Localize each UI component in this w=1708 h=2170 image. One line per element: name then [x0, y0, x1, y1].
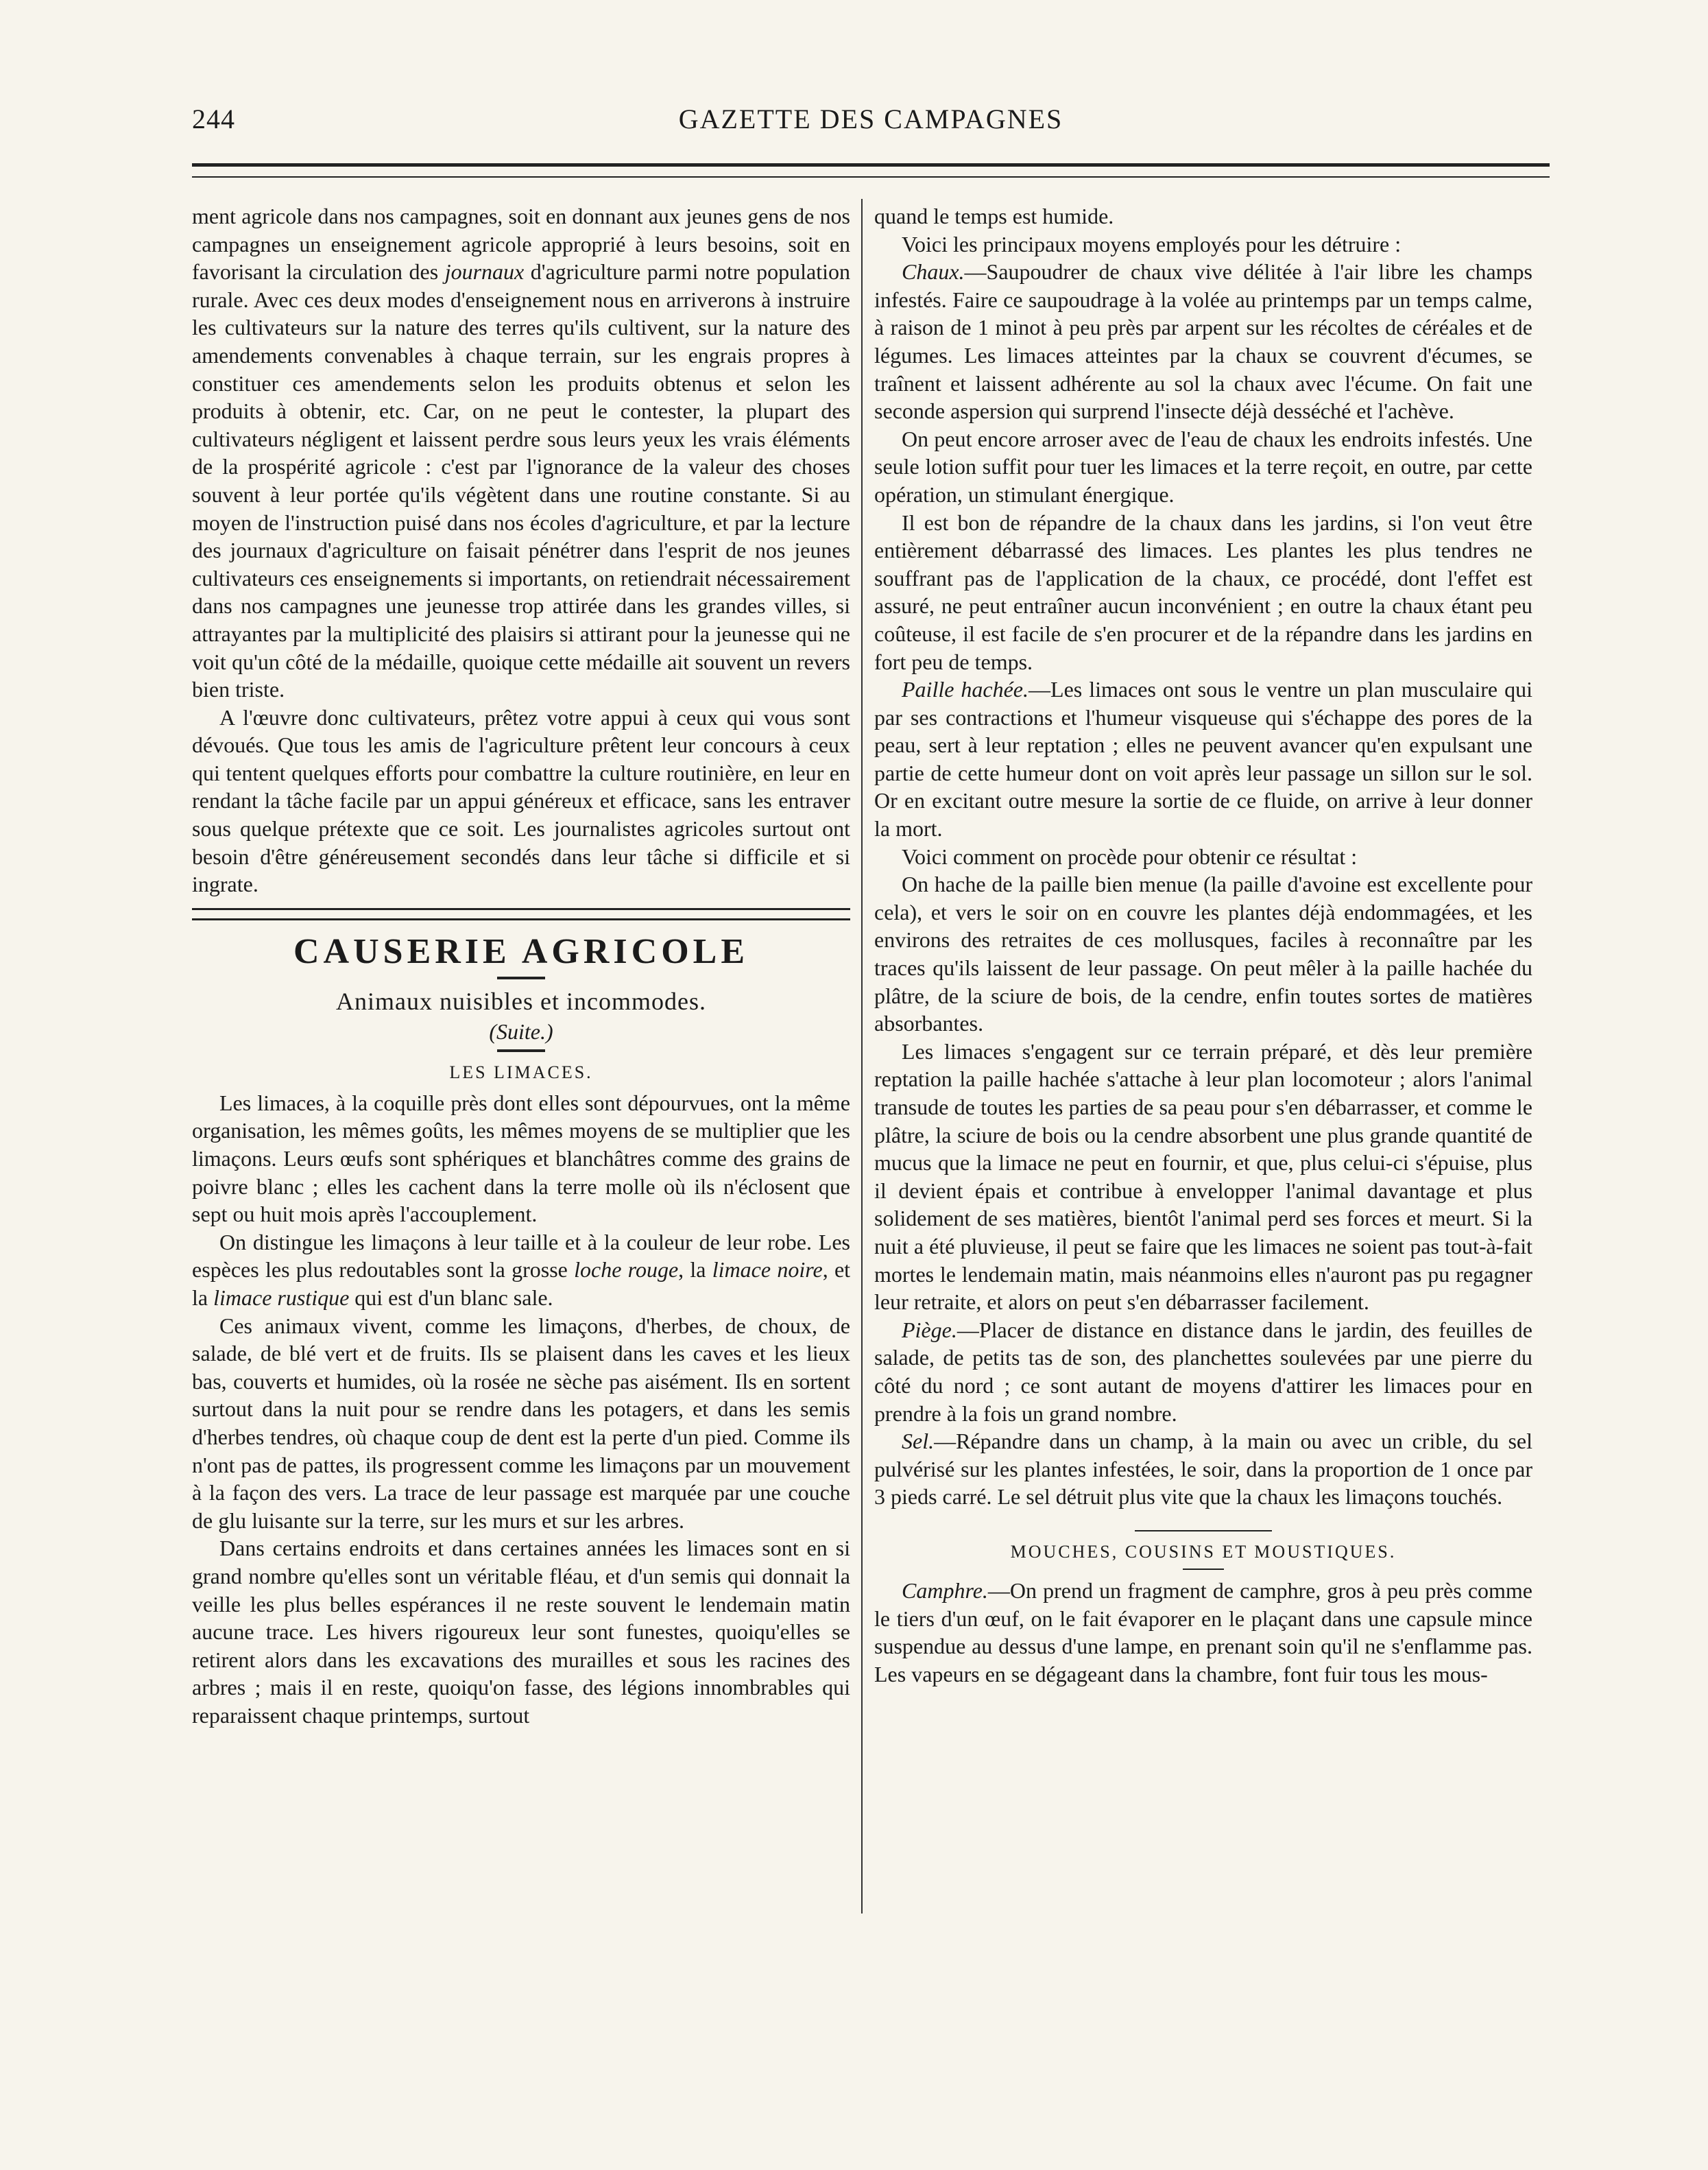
text: —Répandre dans un champ, à la main ou avec un crible, du sel pulvérisé sur les plantes infestées, le soir, dans la proportion de 1 once par 3 pieds carré. Le sel détruit plus vite que la chaux les limaçons touchés. [874, 1429, 1532, 1510]
text: —Placer de distance en distance dans le jardin, des feuilles de salade, de petits tas de son, des planchettes soulevées par une pierre du côté du nord ; ce sont autant de moyens d'attirer les limaces pour en prendre à la fois un grand nombre. [874, 1317, 1532, 1426]
paragraph [874, 1427, 1532, 1511]
short-rule [497, 1049, 545, 1052]
paragraph: On hache de la paille bien menue (la paille d'avoine est excellente pour cela), et vers le soir on en couvre les plantes déjà endommagées, et les environs des retraites de ces mollusques, faciles à reconnaître par les traces qu'ils laissent de leur passage. On peut mêler à la paille hachée du plâtre, de la sciure de bois, de la cendre, enfin toutes sortes de matières absorbantes. [874, 872, 1532, 1036]
text: —On prend un fragment de camphre, gros à peu près comme le tiers d'un œuf, on le fait évaporer en le plaçant dans une capsule mince suspendue au dessus d'une lampe, en prenant soin qu'il ne s'enflamme pas. Les vapeurs en se dégageant dans la chambre, font fuir tous les mous- [874, 1577, 1532, 1686]
text: d'agriculture parmi notre population rurale. Avec ces deux modes d'enseignement nous en arriverons à instruire les cultivateurs sur la nature des terres qu'ils cultivent, sur la nature des amendements convenables à chaque terrain, sur les engrais propres à constituer ces amendements selon les produits obtenus et selon les produits à obtenir, etc. Car, on ne peut le contester, la plupart des cultivateurs négligent et laissent perdre sous leurs yeux les vrais éléments de la prospérité agricole : c'est par l'ignorance de la valeur des choses souvent à leur portée qu'ils végètent dans une routine constante. Si au moyen de l'instruction puisé dans nos écoles d'agriculture, et par la lecture des journaux d'agriculture on faisait pénétrer dans l'esprit de nos jeunes cultivateurs ces enseignements si importants, on retiendrait nécessairement dans nos campagnes une jeunesse trop attirée dans les grandes villes, si attrayantes par la multiplicité des plaisirs si attirant pour la jeunesse qui ne voit qu'un côté de la médaille, quoique cette médaille ait souvent un revers bien triste. [192, 259, 851, 702]
italic-text: Paille hachée. [902, 677, 1029, 702]
paragraph: On peut encore arroser avec de l'eau de chaux les endroits infestés. Une seule lotion suffit pour tuer les limaces et la terre reçoit, en outre, par cette opération, un stimulant énergique. [874, 426, 1532, 507]
italic-text: journaux [444, 259, 525, 285]
section-subtitle: Animaux nuisibles et incommodes. [336, 987, 706, 1015]
text: , et la [192, 1257, 851, 1310]
section-title: CAUSERIE AGRICOLE [293, 931, 749, 971]
text: ment agricole dans nos campagnes, soit en donnant aux jeunes gens de nos campagnes un enseignement agricole approprié à leurs besoins, soit en favorisant la circulation des [192, 204, 850, 285]
paragraph: A l'œuvre donc cultivateurs, prêtez votre appui à ceux qui vous sont dévoués. Que tous les amis de l'agriculture prêtent leur concours à ceux qui tentent quelques efforts pour combattre la culture routinière, en leur en rendant la tâche facile par un appui généreux et efficace, sans les entraver sous quelque prétexte que ce soit. Les journalistes agricoles surtout ont besoin d'être généreusement secondés dans leur tâche si difficile et si ingrate. [192, 704, 850, 897]
paragraph: Il est bon de répandre de la chaux dans les jardins, si l'on veut être entièrement débarrassé des limaces. Les plantes les plus tendres ne souffrant pas de l'application de la chaux, ce procédé, dont l'effet est assuré, ne peut entraîner aucun inconvénient ; en outre la chaux étant peu coûteuse, il est facile de s'en procurer et de la répandre dans les jardins en fort peu de temps. [874, 510, 1532, 674]
suite-note: (Suite.) [489, 1018, 553, 1044]
italic-text: limace noire [712, 1257, 823, 1283]
section-separator [192, 908, 850, 920]
paragraph: Les limaces s'engagent sur ce terrain préparé, et dès leur première reptation la paille hachée s'attache à leur plan locomoteur ; alors l'animal transude de toutes les parties de sa peau pour s'en débarrasser, et comme le plâtre, la sciure de bois ou la cendre absorbent une plus grande quantité de mucus que la limace ne peut en fournir, et que, plus celui-ci s'épuise, plus il devient épais et contribue à envelopper l'animal davantage et plus solidement de ses matières, bientôt l'animal perd ses forces et meurt. Si la nuit a été pluvieuse, il peut se faire que les limaces ne soient pas tout-à-fait mortes le lendemain matin, mais néanmoins elles n'auront pas pu regagner leur retraite, et alors on peut s'en débarrasser facilement. [874, 1038, 1532, 1315]
short-rule [1135, 1530, 1272, 1531]
short-rule [1183, 1569, 1224, 1570]
italic-text: Piège. [902, 1317, 957, 1342]
paragraph: Voici les principaux moyens employés pour les détruire : [902, 231, 1402, 257]
subsection-heading: LES LIMACES. [449, 1062, 593, 1082]
right-column [874, 202, 1532, 1688]
running-title: GAZETTE DES CAMPAGNES [678, 104, 1063, 134]
paragraph: Dans certains endroits et dans certaines années les limaces sont en si grand nombre qu'elles sont un véritable fléau, et d'un semis qui donnait la veille les plus belles espérances il ne reste souvent le lendemain matin aucune trace. Les hivers rigoureux leur sont funestes, quoiqu'elles se retirent alors dans les excavations des murailles et sous les racines des arbres ; mais il en reste, quoiqu'on fasse, des légions innombrables qui reparaissent chaque printemps, surtout [192, 1536, 850, 1728]
subsection-heading: MOUCHES, COUSINS ET MOUSTIQUES. [1010, 1541, 1397, 1562]
paragraph: Les limaces, à la coquille près dont elles sont dépourvues, ont la même organisation, les mêmes goûts, les mêmes moyens de se multiplier que les limaçons. Leurs œufs sont sphériques et blanchâtres comme des grains de poivre blanc ; elles les cachent dans la terre molle où ils n'éclosent que sept ou huit mois après l'accouplement. [192, 1090, 850, 1227]
page-number: 244 [192, 104, 235, 134]
paragraph [874, 676, 1532, 843]
paragraph [874, 258, 1532, 425]
text: , la [678, 1257, 706, 1283]
text: On distingue les limaçons à leur taille et à la couleur de leur robe. Les espèces les plus redoutables sont la grosse [192, 1229, 850, 1283]
paragraph [874, 1577, 1532, 1688]
paragraph: quand le temps est humide. [874, 204, 1114, 228]
italic-text: loche rouge [574, 1257, 679, 1283]
italic-text: Camphre. [902, 1577, 988, 1603]
paragraph: Voici comment on procède pour obtenir ce résultat : [902, 844, 1358, 869]
left-column [192, 202, 850, 1730]
header-rule [192, 163, 1550, 178]
column-divider [861, 199, 863, 1913]
paragraph [874, 1316, 1532, 1427]
short-rule [497, 977, 545, 979]
text: —Saupoudrer de chaux vive délitée à l'air libre les champs infestés. Faire ce saupoudrage à la volée au printemps par un temps calme, à raison de 1 minot à peu près par arpent sur les récoltes de céréales et de légumes. Les limaces atteintes par la chaux se couvrent d'écumes, se traînent et laissent adhérente au sol la chaux avec l'écume. On fait une seconde aspersion qui surprend l'insecte déjà desséché et l'achève. [874, 259, 1532, 424]
paragraph [192, 202, 850, 704]
page-header [192, 103, 1550, 144]
spacer [874, 1511, 1532, 1527]
text: —Les limaces ont sous le ventre un plan musculaire qui par ses contractions et l'humeur visqueuse qui s'échappe des pores de la peau, sert à leur reptation ; elles ne peuvent avancer qu'en expulsant une partie de cette humeur dont on voit après leur passage un sillon sur le sol. Or en excitant outre mesure la sortie de ce fluide, on arrive à leur donner la mort. [874, 677, 1533, 842]
italic-text: limace rustique [213, 1285, 350, 1310]
paragraph [192, 1228, 850, 1312]
italic-text: Sel. [902, 1429, 935, 1454]
paragraph: Ces animaux vivent, comme les limaçons, d'herbes, de choux, de salade, de blé vert et de fruits. Ils se plaisent dans les caves et les lieux bas, couverts et humides, où la rosée ne sèche pas aisément. Ils en sortent surtout dans la nuit pour se rendre dans les potagers, et dans les semis d'herbes tendres, où chaque coup de dent est la perte d'un pied. Comme ils n'ont pas de pattes, ils progressent comme les limaçons par un mouvement à la façon des vers. La trace de leur passage est marquée par une couche de glu luisante sur la terre, sur les murs et sur les arbres. [192, 1313, 850, 1533]
text: qui est d'un blanc sale. [354, 1285, 553, 1310]
italic-text: Chaux. [902, 259, 965, 285]
